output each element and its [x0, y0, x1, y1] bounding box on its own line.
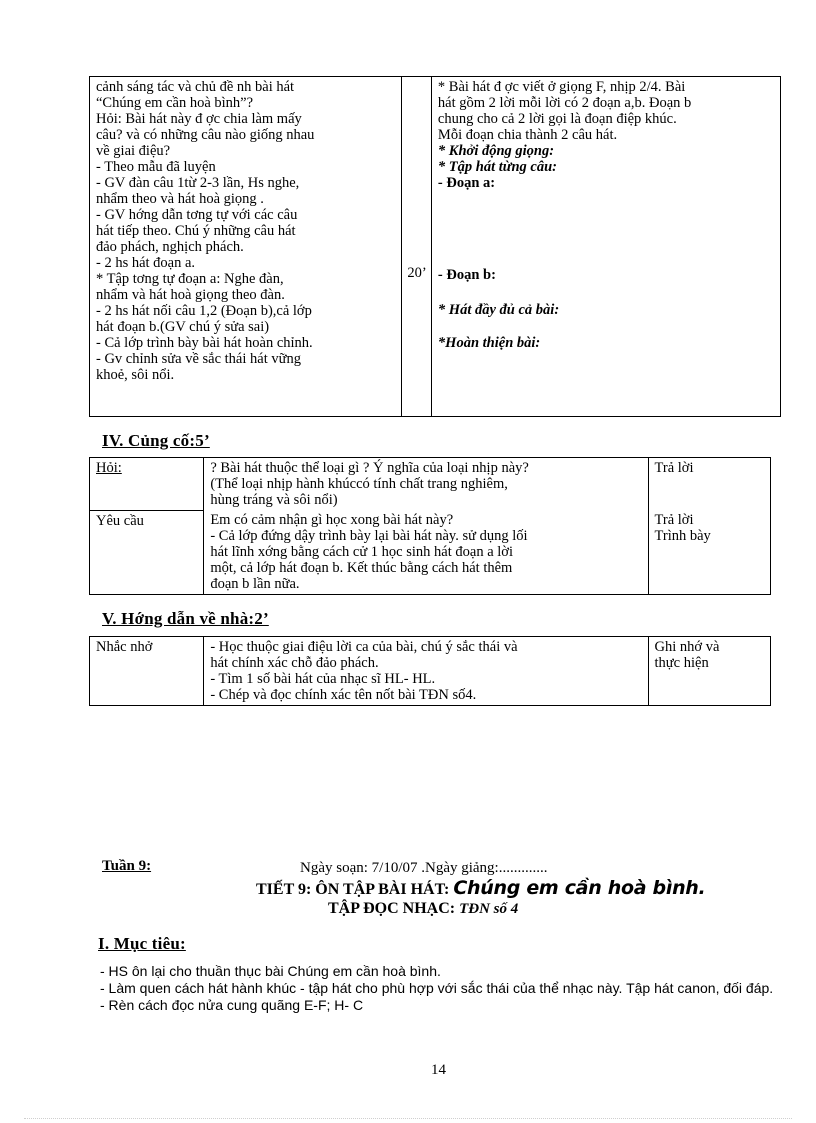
text-line: Mỗi đoạn chia thành 2 câu hát.	[437, 127, 618, 143]
text-line: - Gv chỉnh sửa về sắc thái hát vững	[96, 351, 301, 367]
row-result	[648, 510, 770, 595]
text-line: - 2 hs hát đoạn a.	[96, 255, 196, 271]
row-content	[204, 637, 648, 706]
consolidation-table	[89, 457, 771, 595]
section-a-label: - Đoạn a:	[437, 175, 496, 191]
sight-reading-line	[328, 901, 518, 917]
text-line: - Chép và đọc chính xác tên nốt bài TĐN số4.	[210, 687, 477, 703]
section-v-heading: V. Hớng dẫn về nhà:2’	[102, 609, 269, 628]
text-line: hát gồm 2 lời mỗi lời có 2 đoạn a,b. Đoạn b	[437, 95, 692, 111]
row-label-text: Yêu cầu	[96, 512, 144, 529]
text-line: Trả lời	[654, 512, 694, 528]
warmup-heading: * Khởi động giọng:	[437, 143, 555, 159]
text-line: - GV đàn câu 1từ 2-3 lần, Hs nghe,	[96, 175, 300, 191]
lesson-title-line	[256, 877, 706, 899]
text-line: Trình bày	[654, 528, 711, 544]
text-line: đảo phách, nghịch phách.	[96, 239, 244, 255]
text-line: hát đoạn b.(GV chú ý sửa sai)	[96, 319, 270, 335]
text-line: - Theo mẫu đã luyện	[96, 159, 216, 175]
row-content	[204, 458, 648, 511]
text-line: - 2 hs hát nối câu 1,2 (Đoạn b),cả lớp	[96, 303, 312, 319]
week-label: Tuần 9:	[102, 858, 152, 874]
sight-reading-label: TẬP ĐỌC NHẠC:	[328, 900, 460, 917]
row-label-text: Nhắc nhở	[96, 639, 153, 655]
section-b-label: - Đoạn b:	[437, 267, 496, 283]
text-line: nhẩm theo và hát hoà giọng .	[96, 191, 264, 207]
row-content	[204, 510, 648, 595]
text-line: * Bài hát đ ợc viết ở giọng F, nhịp 2/4. Bài	[437, 79, 686, 95]
sight-reading-title: TĐN số 4	[459, 901, 519, 917]
row-label	[90, 510, 204, 595]
text-line: hùng tráng và sôi nổi)	[210, 492, 338, 508]
text-line: chung cho cả 2 lời gọi là đoạn điệp khúc.	[437, 111, 677, 127]
text-line: Ghi nhớ và	[654, 639, 720, 655]
row-label	[90, 458, 204, 511]
table-row	[90, 458, 771, 511]
practice-heading: * Tập hát từng câu:	[437, 159, 557, 175]
text-line: - Học thuộc giai điệu lời ca của bài, chú ý sắc thái và	[210, 639, 518, 655]
text-line: hát lĩnh xớng bằng cách cử 1 học sinh hát đoạn a lời	[210, 544, 513, 560]
text-line: “Chúng em cần hoà bình”?	[96, 95, 254, 111]
text-line: (Thể loại nhịp hành khúccó tính chất trang nghiêm,	[210, 476, 508, 492]
text-line: khoẻ, sôi nổi.	[96, 367, 175, 383]
text-line: hát tiếp theo. Chú ý những câu hát	[96, 223, 296, 239]
objective-item: - HS ôn lại cho thuần thục bài Chúng em cần hoà bình.	[100, 963, 441, 979]
text-line: một, cả lớp hát đoạn b. Kết thúc bằng cách hát thêm	[210, 560, 513, 576]
homework-table	[89, 636, 771, 706]
objective-item: - Làm quen cách hát hành khúc - tập hát cho phù hợp với sắc thái của thể nhạc này. Tập hát canon, đối đáp.	[100, 980, 774, 996]
finish-heading: *Hoàn thiện bài:	[437, 335, 541, 351]
text-line: đoạn b lần nữa.	[210, 576, 300, 592]
song-title: Chúng em cần hoà bình.	[453, 877, 706, 899]
page-footer-rule	[24, 1118, 792, 1119]
section-iv-heading: IV. Củng cố:5’	[102, 431, 210, 450]
activity-table	[89, 76, 781, 417]
text-line: Em có cảm nhận gì học xong bài hát này?	[210, 512, 454, 528]
objectives-list	[100, 963, 790, 1014]
table-row	[90, 510, 771, 595]
row-label	[90, 637, 204, 706]
text-line: - Tìm 1 số bài hát của nhạc sĩ HL- HL.	[210, 671, 436, 687]
text-line: * Tập tơng tự đoạn a: Nghe đàn,	[96, 271, 284, 287]
page-number: 14	[431, 1062, 446, 1078]
activity-time-cell	[402, 77, 432, 417]
text-line: cảnh sáng tác và chủ đề nh bài hát	[96, 79, 295, 95]
row-label-text: Hỏi:	[96, 460, 122, 476]
text-line: ? Bài hát thuộc thể loại gì ? Ý nghĩa của loại nhịp này?	[210, 460, 529, 476]
text-line: - GV hớng dẫn tơng tự với các câu	[96, 207, 298, 223]
objectives-heading: I. Mục tiêu:	[98, 934, 186, 953]
text-line: câu? và có những câu nào giống nhau	[96, 127, 315, 143]
lesson-number-label: TIẾT 9: ÔN TẬP BÀI HÁT:	[256, 881, 454, 898]
activity-right-cell	[431, 77, 780, 417]
text-line: - Cả lớp đứng dậy trình bày lại bài hát này. sử dụng lối	[210, 528, 528, 544]
row-result	[648, 458, 770, 511]
text-line: về giai điệu?	[96, 143, 171, 159]
full-song-heading: * Hát đầy đủ cả bài:	[437, 302, 560, 318]
table-row	[90, 637, 771, 706]
text-line: nhẩm và hát hoà giọng theo đàn.	[96, 287, 285, 303]
text-line: thực hiện	[654, 655, 709, 671]
text-line: Trả lời	[654, 460, 694, 476]
time-label: 20’	[407, 265, 427, 281]
activity-left-cell	[90, 77, 402, 417]
lesson-dates: Ngày soạn: 7/10/07 .Ngày giảng:.............	[300, 860, 548, 876]
objective-item: - Rèn cách đọc nửa cung quãng E-F; H- C	[100, 997, 364, 1013]
row-result	[648, 637, 770, 706]
text-line: - Cả lớp trình bày bài hát hoàn chỉnh.	[96, 335, 313, 351]
text-line: hát chính xác chỗ đảo phách.	[210, 655, 379, 671]
text-line: Hỏi: Bài hát này đ ợc chia làm mấy	[96, 111, 302, 127]
